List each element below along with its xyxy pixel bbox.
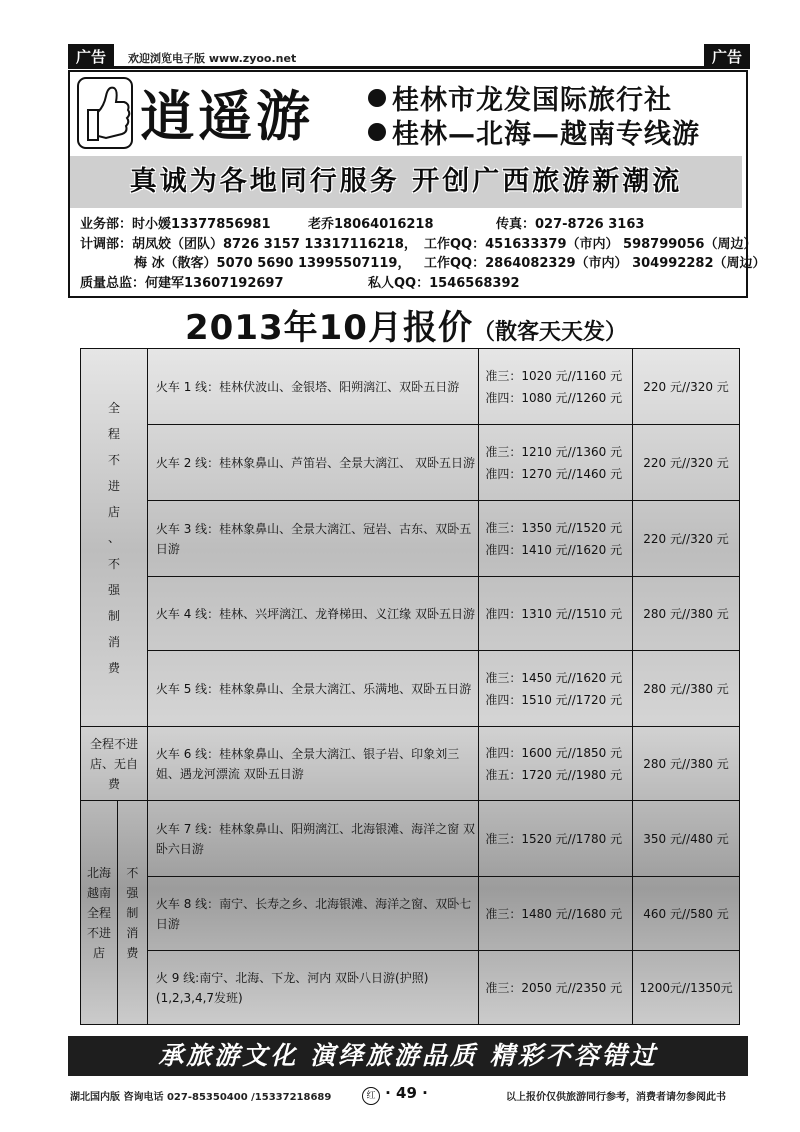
table-row <box>81 951 740 1025</box>
ad-tag-right: 广告 <box>704 44 750 69</box>
price-title <box>68 300 744 349</box>
category-beihai-vietnam <box>81 801 118 1025</box>
price-cell: 准三：1480 元//1680 元 <box>479 877 633 951</box>
child-price-cell: 220 元//320 元 <box>633 501 740 577</box>
category-char: 不 <box>107 556 120 571</box>
table-row <box>81 801 740 877</box>
category-word: 越南 <box>86 885 111 900</box>
contact-planning: 计调部：胡凤姣（团队）8726 3157 13317116218， <box>80 237 417 252</box>
child-price-cell: 220 元//320 元 <box>633 425 740 501</box>
agency-name: 桂林市龙发国际旅行社 <box>392 85 672 116</box>
table-row <box>81 349 740 425</box>
price-table-wrap <box>80 348 740 1024</box>
child-price-cell: 280 元//380 元 <box>633 577 740 651</box>
bottom-slogan-bar: 承旅游文化 演绎旅游品质 精彩不容错过 <box>68 1036 748 1076</box>
category-char: 费 <box>107 660 120 675</box>
child-price-cell: 1200元//1350元 <box>633 951 740 1025</box>
route-cell: 火车 8 线：南宁、长寿之乡、北海银滩、海洋之窗、双卧七日游 <box>147 877 478 951</box>
category-char: 程 <box>107 426 120 441</box>
contact-quality: 质量总监：何建军13607192697 <box>80 276 284 291</box>
contact-sales-2: 老乔18064016218 <box>308 217 434 232</box>
category-char: 费 <box>126 945 139 960</box>
category-char: 店 <box>107 504 120 519</box>
thumbs-up-icon <box>76 76 134 150</box>
bullet-icon <box>368 123 386 141</box>
contact-private-qq: 私人QQ：1546568392 <box>368 276 520 291</box>
table-row <box>81 425 740 501</box>
price-cell: 准三：1210 元//1360 元 准四：1270 元//1460 元 <box>479 425 633 501</box>
price-cell: 准四：1600 元//1850 元 准五：1720 元//1980 元 <box>479 727 633 801</box>
price-table <box>80 348 740 1025</box>
contact-planning-qq: 工作QQ：451633379（市内） 598799056（周边） <box>424 237 757 252</box>
route-cell: 火车 2 线：桂林象鼻山、芦笛岩、全景大漓江、 双卧五日游 <box>147 425 478 501</box>
table-row <box>81 651 740 727</box>
child-price-cell: 280 元//380 元 <box>633 727 740 801</box>
footer-left: 湖北国内版 咨询电话 027-85350400 /15337218689 <box>70 1092 332 1103</box>
category-word: 北海 <box>86 865 111 880</box>
page-number-text: · 49 · <box>385 1084 428 1102</box>
contact-sales: 业务部：时小媛13377856981 <box>80 217 271 232</box>
category-word: 全程 <box>86 905 111 920</box>
price-cell: 准三：1020 元//1160 元 准四：1080 元//1260 元 <box>479 349 633 425</box>
price-cell: 准三：1350 元//1520 元 准四：1410 元//1620 元 <box>479 501 633 577</box>
top-url: 欢迎浏览电子版 www.zyoo.net <box>128 52 297 65</box>
category-char: 不 <box>126 865 139 880</box>
table-row <box>81 501 740 577</box>
category-word: 不进 <box>86 925 111 940</box>
agency-line-2 <box>368 112 700 151</box>
price-title-sub: （散客天天发） <box>472 320 627 345</box>
bullet-icon <box>368 89 386 107</box>
child-price-cell: 460 元//580 元 <box>633 877 740 951</box>
category-char: 消 <box>126 925 139 940</box>
logo-text: 逍遥游 <box>140 84 314 148</box>
child-price-cell: 220 元//320 元 <box>633 349 740 425</box>
category-char: 强 <box>107 582 120 597</box>
agency-route: 桂林—北海—越南专线游 <box>392 119 700 150</box>
category-char: 制 <box>107 608 120 623</box>
price-cell: 准四：1310 元//1510 元 <box>479 577 633 651</box>
price-cell: 准三：2050 元//2350 元 <box>479 951 633 1025</box>
route-cell: 火车 1 线：桂林伏波山、金银塔、阳朔漓江、双卧五日游 <box>147 349 478 425</box>
category-char: 不 <box>107 452 120 467</box>
footer-right: 以上报价仅供旅游同行参考，消费者请勿参阅此书 <box>506 1092 726 1103</box>
price-cell: 准三：1520 元//1780 元 <box>479 801 633 877</box>
route-cell: 火车 3 线：桂林象鼻山、全景大漓江、冠岩、古东、双卧五日游 <box>147 501 478 577</box>
table-row <box>81 727 740 801</box>
route-cell: 火车 7 线：桂林象鼻山、阳朔漓江、北海银滩、海洋之窗 双卧六日游 <box>147 801 478 877</box>
category-char: 、 <box>107 530 120 545</box>
route-cell: 火车 6 线：桂林象鼻山、全景大漓江、银子岩、印象刘三姐、遇龙河漂流 双卧五日游 <box>147 727 478 801</box>
category-char: 强 <box>126 885 139 900</box>
child-price-cell: 350 元//480 元 <box>633 801 740 877</box>
contact-fax: 传真：027-8726 3163 <box>496 217 645 232</box>
category-no-shop-no-fee: 全程不进店、无自费 <box>81 727 148 801</box>
category-char: 制 <box>126 905 139 920</box>
slogan-bar: 真诚为各地同行服务 开创广西旅游新潮流 <box>70 156 742 208</box>
child-price-cell: 280 元//380 元 <box>633 651 740 727</box>
route-cell: 火车 4 线：桂林、兴坪漓江、龙脊梯田、义江缘 双卧五日游 <box>147 577 478 651</box>
page-emblem-icon: 红 <box>362 1087 380 1105</box>
page-number <box>362 1083 428 1105</box>
table-row <box>81 877 740 951</box>
contact-planning-2-qq: 工作QQ：2864082329（市内） 304992282（周边） <box>424 256 766 271</box>
category-no-forced-fee <box>117 801 147 1025</box>
route-cell: 火 9 线:南宁、北海、下龙、河内 双卧八日游(护照)(1,2,3,4,7发班) <box>147 951 478 1025</box>
price-title-main: 2013年10月报价 <box>185 308 473 348</box>
route-cell: 火车 5 线：桂林象鼻山、全景大漓江、乐满地、双卧五日游 <box>147 651 478 727</box>
ad-tag-left: 广告 <box>68 44 114 69</box>
contact-planning-2: 梅 冰（散客）5070 5690 13995507119， <box>134 256 411 271</box>
category-word: 店 <box>92 945 105 960</box>
category-char: 进 <box>107 478 120 493</box>
category-char: 全 <box>107 400 120 415</box>
top-rule <box>68 66 748 69</box>
price-cell: 准三：1450 元//1620 元 准四：1510 元//1720 元 <box>479 651 633 727</box>
category-no-shop <box>81 349 148 727</box>
category-char: 消 <box>107 634 120 649</box>
table-row <box>81 577 740 651</box>
